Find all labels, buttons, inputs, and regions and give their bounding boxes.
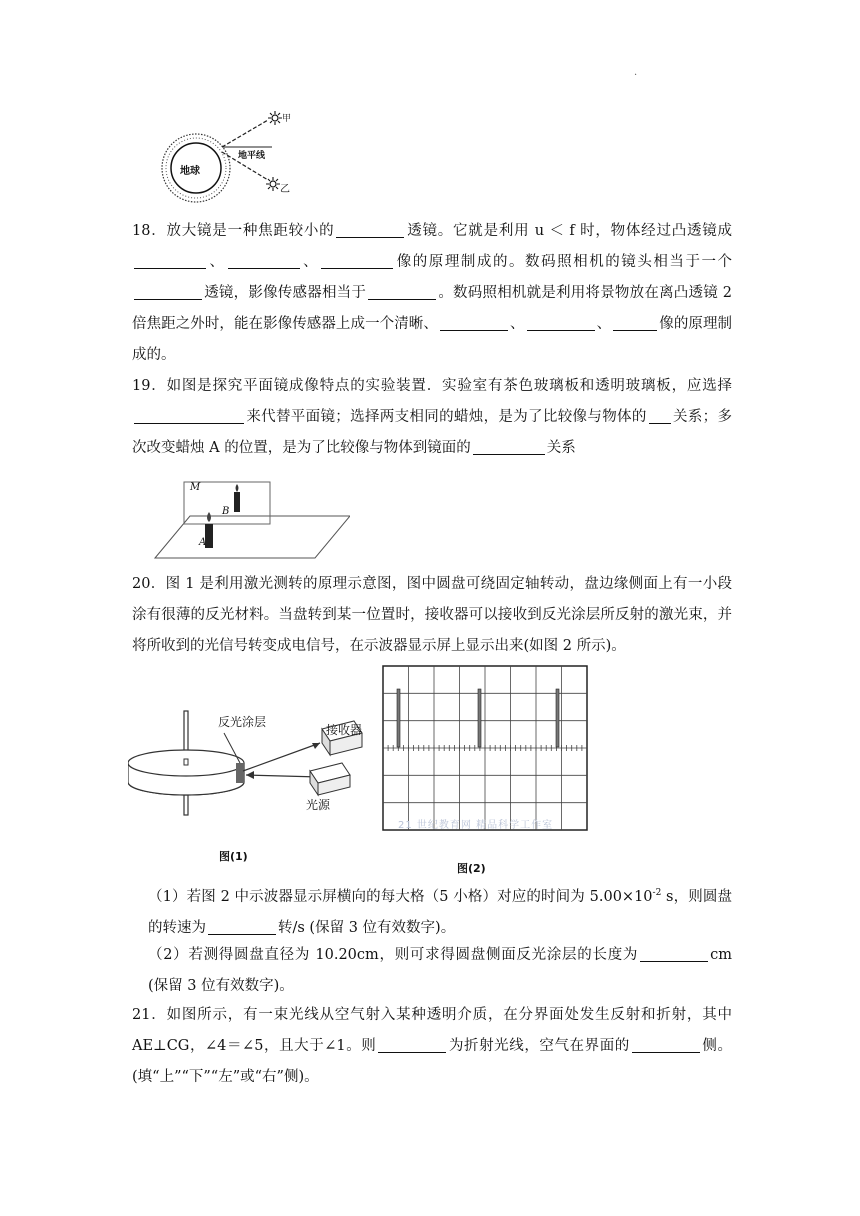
q20-blank-1[interactable] xyxy=(208,918,276,935)
q18-blank-3[interactable] xyxy=(228,252,300,269)
q18-text-5: 像的原理制成的。数码照相机的镜头相当于一个 xyxy=(395,254,733,270)
q18-text-8: 、 xyxy=(509,316,525,332)
question-20 xyxy=(132,569,732,662)
q20-p1-exponent: -2 xyxy=(652,888,662,898)
q18-text-1: 放大镜是一种焦距较小的 xyxy=(166,223,335,239)
q19-blank-2[interactable] xyxy=(649,407,671,424)
q18-blank-9[interactable] xyxy=(613,314,657,331)
q18-blank-1[interactable] xyxy=(336,221,404,238)
q18-blank-8[interactable] xyxy=(527,314,595,331)
horizon-label: 地平线 xyxy=(238,151,266,161)
receiver-label: 接收器 xyxy=(326,723,363,737)
q18-blank-2[interactable] xyxy=(134,252,206,269)
q18-blank-6[interactable] xyxy=(368,283,436,300)
q19-text-3: 关系；多次改变蜡烛 A 的位置，是为了比较像与物体到镜面的 xyxy=(132,409,732,456)
mirror-label-b: B xyxy=(222,506,230,517)
q20-p1-text-b: s，则圆盘的转速为 xyxy=(148,888,732,936)
star-b-label: 乙 xyxy=(280,184,290,195)
q20-part-1 xyxy=(148,878,732,944)
mirror-label-m: M xyxy=(190,482,201,493)
q21-text-2: 为折射光线，空气在界面的 xyxy=(448,1038,630,1054)
figure-2-caption: 图(2) xyxy=(457,862,486,875)
q19-blank-3[interactable] xyxy=(473,438,545,455)
q20-p1-text-a: （1）若图 2 中示波器显示屏横向的每大格（5 小格）对应的时间为 5.00×10 xyxy=(148,888,653,905)
q21-blank-2[interactable] xyxy=(632,1036,700,1053)
sun-icon-a xyxy=(268,111,282,125)
q18-text-10: 像的原理制成的。 xyxy=(132,316,733,363)
q19-text-2: 来代替平面镜；选择两支相同的蜡烛，是为了比较像与物体的 xyxy=(246,409,647,425)
q18-text-9: 、 xyxy=(596,316,612,332)
q20-p2-text-a: （2）若测得圆盘直径为 10.20cm，则可求得圆盘侧面反光涂层的长度为 xyxy=(148,947,639,963)
q20-part-2 xyxy=(148,940,732,1002)
q18-number: 18． xyxy=(132,223,167,239)
star-a-label: 甲 xyxy=(282,114,292,124)
q18-blank-5[interactable] xyxy=(134,283,202,300)
sun-icon-b xyxy=(266,177,280,191)
q21-text-1: 如图所示，有一束光线从空气射入某种透明介质，在分界面处发生反射和折射，其中 AE⊥CG，∠4＝∠5，且大于∠1。则 xyxy=(132,1007,732,1054)
q19-blank-1[interactable] xyxy=(134,407,244,424)
question-21 xyxy=(132,1000,732,1093)
q18-blank-4[interactable] xyxy=(321,252,393,269)
q18-text-2: 透镜。它就是利用 u ＜ f 时，物体经过凸透镜成 xyxy=(406,223,733,239)
q18-text-3: 、 xyxy=(208,254,226,270)
watermark: 21 世纪教育网 精品科学工作室 xyxy=(398,820,554,831)
figure-1-caption: 图(1) xyxy=(219,850,248,863)
q20-intro: 图 1 是利用激光测转的原理示意图，图中圆盘可绕固定轴转动，盘边缘侧面上有一小段涂有很薄的反光材料。当盘转到某一位置时，接收器可以接收到反光涂层所反射的激光束，并将所收到的光信号转变成电信号，在示波器显示屏上显示出来(如图 2 所示)。 xyxy=(132,576,732,654)
q20-blank-2[interactable] xyxy=(640,945,708,962)
q19-number: 19． xyxy=(132,378,167,394)
q21-text-3: 侧。(填“上”“下”“左”或“右”侧)。 xyxy=(132,1038,733,1085)
mirror-label-a: A xyxy=(199,537,207,548)
q18-blank-7[interactable] xyxy=(440,314,508,331)
coating-label: 反光涂层 xyxy=(218,715,267,729)
page-mark: · xyxy=(634,70,638,81)
q21-blank-1[interactable] xyxy=(378,1036,446,1053)
q19-text-4: 关系 xyxy=(546,440,576,456)
q20-p1-text-c: 转/s (保留 3 位有效数字)。 xyxy=(278,919,456,936)
q20-number: 20． xyxy=(132,576,166,592)
source-label: 光源 xyxy=(306,798,331,812)
q21-number: 21． xyxy=(132,1007,167,1023)
q19-text-1: 如图是探究平面镜成像特点的实验装置．实验室有茶色玻璃板和透明玻璃板，应选择 xyxy=(166,378,732,394)
q20-p2-text-b: cm (保留 3 位有效数字)。 xyxy=(148,947,732,994)
question-19 xyxy=(132,371,732,464)
plane-mirror-figure xyxy=(150,478,350,563)
q18-text-6: 透镜，影像传感器相当于 xyxy=(204,285,367,301)
earth-label: 地球 xyxy=(180,166,200,177)
oscilloscope-screen xyxy=(382,665,588,831)
q18-text-7: 。数码照相机就是利用将景物放在离凸透镜 2 倍焦距之外时，能在影像传感器上成一个清晰、 xyxy=(132,285,732,332)
q18-text-4: 、 xyxy=(301,254,320,270)
question-18 xyxy=(132,216,732,371)
